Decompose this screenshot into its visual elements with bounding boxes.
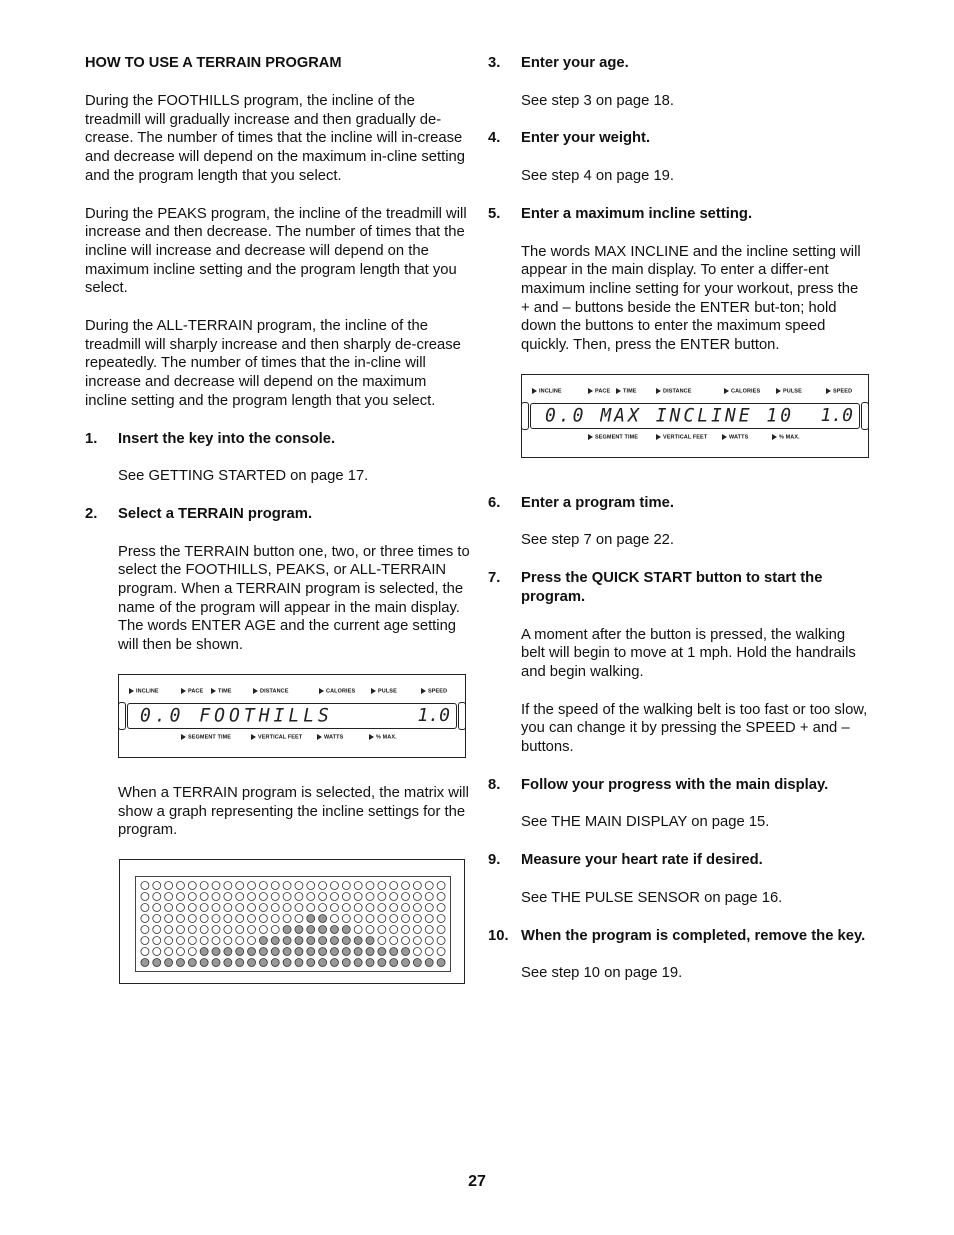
matrix-dot xyxy=(319,892,327,900)
matrix-dot-lit xyxy=(271,947,279,955)
matrix-dot xyxy=(354,881,362,889)
matrix-dot xyxy=(224,903,232,911)
matrix-dot xyxy=(141,914,149,922)
pace-label: PACE xyxy=(181,688,203,694)
pulse-label: PULSE xyxy=(371,688,397,694)
matrix-dot xyxy=(188,925,196,933)
display-bottom-labels xyxy=(522,434,868,444)
matrix-dot xyxy=(390,903,398,911)
matrix-dot-lit xyxy=(402,947,410,955)
step-8 xyxy=(488,776,868,795)
matrix-dot xyxy=(413,936,421,944)
matrix-dot-lit xyxy=(295,936,303,944)
matrix-dot xyxy=(259,903,267,911)
matrix-dot xyxy=(212,925,220,933)
matrix-dot xyxy=(295,914,303,922)
step-4-body: See step 4 on page 19. xyxy=(521,168,675,185)
matrix-dot xyxy=(413,947,421,955)
matrix-dot xyxy=(330,881,338,889)
matrix-dot xyxy=(259,892,267,900)
matrix-dot-lit xyxy=(354,936,362,944)
matrix-dot xyxy=(295,903,303,911)
matrix-dot-lit xyxy=(248,958,256,966)
matrix-dot-lit xyxy=(342,925,350,933)
matrix-dot-lit xyxy=(271,936,279,944)
step-title: Measure your heart rate if desired. xyxy=(521,852,763,869)
matrix-dot xyxy=(188,936,196,944)
matrix-dot xyxy=(378,936,386,944)
matrix-dot xyxy=(176,903,184,911)
matrix-dot xyxy=(248,914,256,922)
step-1-body: See GETTING STARTED on page 17. xyxy=(118,468,369,485)
matrix-dot-lit xyxy=(307,914,315,922)
matrix-dot-lit xyxy=(319,925,327,933)
matrix-dot xyxy=(437,881,445,889)
matrix-dot-lit xyxy=(330,925,338,933)
step-number: 6. xyxy=(488,494,501,511)
all-terrain-paragraph: During the ALL-TERRAIN program, the incline of the treadmill will sharply increase and then sharply de-crease repeatedly. The number of times that the in-cline will increase and decrease will depend on the maximum incline setting and the program length that you select. xyxy=(85,318,461,409)
matrix-dot xyxy=(165,925,173,933)
matrix-dot xyxy=(342,881,350,889)
step-4 xyxy=(488,129,868,148)
matrix-dot-lit xyxy=(224,958,232,966)
matrix-dot xyxy=(188,881,196,889)
matrix-dot xyxy=(366,925,374,933)
matrix-dot xyxy=(212,892,220,900)
step-6 xyxy=(488,494,868,513)
matrix-dot xyxy=(425,947,433,955)
matrix-dot-lit xyxy=(283,925,291,933)
matrix-dot-lit xyxy=(437,958,445,966)
matrix-dot-lit xyxy=(342,947,350,955)
matrix-dot xyxy=(271,925,279,933)
matrix-dot-lit xyxy=(330,936,338,944)
lcd-window xyxy=(530,403,860,429)
matrix-dot-lit xyxy=(165,958,173,966)
matrix-dot xyxy=(259,925,267,933)
matrix-dot xyxy=(212,881,220,889)
step-1 xyxy=(85,430,470,449)
step-8-body: See THE MAIN DISPLAY on page 15. xyxy=(521,814,770,831)
matrix-dot xyxy=(354,903,362,911)
matrix-dot-lit xyxy=(366,958,374,966)
matrix-dot xyxy=(212,914,220,922)
matrix-dot xyxy=(366,914,374,922)
matrix-dot-lit xyxy=(319,914,327,922)
step-title: Follow your progress with the main display. xyxy=(521,776,829,793)
matrix-dot xyxy=(153,947,161,955)
matrix-dot xyxy=(165,914,173,922)
matrix-dot xyxy=(354,925,362,933)
step-title: Enter a maximum incline setting. xyxy=(521,205,753,222)
matrix-dot-lit xyxy=(378,958,386,966)
matrix-dot-lit xyxy=(342,936,350,944)
step-10 xyxy=(488,927,868,946)
matrix-dot xyxy=(390,892,398,900)
matrix-dot xyxy=(425,881,433,889)
pace-label: PACE xyxy=(588,388,610,394)
display-top-labels xyxy=(119,688,465,698)
matrix-dot xyxy=(425,925,433,933)
matrix-dot xyxy=(236,914,244,922)
matrix-dot xyxy=(425,892,433,900)
matrix-dot-lit xyxy=(236,958,244,966)
matrix-dot xyxy=(437,903,445,911)
matrix-dot xyxy=(378,925,386,933)
matrix-dot-lit xyxy=(307,925,315,933)
speed-label: SPEED xyxy=(826,388,852,394)
matrix-dot xyxy=(224,881,232,889)
step-number: 5. xyxy=(488,205,501,222)
matrix-dot-lit xyxy=(378,947,386,955)
matrix-dot-lit xyxy=(200,958,208,966)
matrix-dot xyxy=(188,892,196,900)
step-5-body: The words MAX INCLINE and the incline setting will appear in the main display. To enter a differ-ent maximum incline setting for your workout, press the + and – buttons beside the ENTER but-ton; hold down the buttons to enter the maximum speed quickly. Then, press the ENTER button. xyxy=(521,243,861,354)
matrix-dot xyxy=(200,925,208,933)
matrix-dot xyxy=(437,936,445,944)
step-6-body: See step 7 on page 22. xyxy=(521,532,675,549)
matrix-dot xyxy=(224,936,232,944)
matrix-dot xyxy=(176,892,184,900)
matrix-dot xyxy=(295,892,303,900)
matrix-dot-lit xyxy=(354,958,362,966)
page-number: 27 xyxy=(468,1173,486,1190)
step-7-body: A moment after the button is pressed, the walking belt will begin to move at 1 mph. Hold the handrails and begin walking. xyxy=(521,626,856,680)
display-top-labels xyxy=(522,388,868,398)
matrix-dot xyxy=(188,947,196,955)
matrix-dot xyxy=(402,881,410,889)
max-incline-display-illustration xyxy=(521,374,869,458)
matrix-dot xyxy=(200,892,208,900)
matrix-dot-lit xyxy=(283,936,291,944)
matrix-dot xyxy=(413,925,421,933)
matrix-dot-lit xyxy=(354,947,362,955)
incline-label: INCLINE xyxy=(532,388,562,394)
matrix-dot xyxy=(402,892,410,900)
matrix-dot xyxy=(141,925,149,933)
matrix-dot xyxy=(236,925,244,933)
matrix-dot xyxy=(402,914,410,922)
right-column xyxy=(488,54,868,1002)
lcd-value: 1.0 xyxy=(820,404,853,426)
matrix-dot xyxy=(236,903,244,911)
matrix-dot xyxy=(283,903,291,911)
lcd-window xyxy=(127,703,457,729)
step-title: Enter your age. xyxy=(521,55,629,71)
matrix-dot xyxy=(390,936,398,944)
matrix-dot xyxy=(176,881,184,889)
matrix-dot xyxy=(236,881,244,889)
percent-max-label: % MAX. xyxy=(369,734,397,740)
matrix-dot xyxy=(437,947,445,955)
matrix-dot xyxy=(200,936,208,944)
matrix-dot xyxy=(212,903,220,911)
matrix-dot-lit xyxy=(319,947,327,955)
matrix-dot-lit xyxy=(330,958,338,966)
time-label: TIME xyxy=(616,388,637,394)
matrix-dot xyxy=(141,903,149,911)
display-bottom-labels xyxy=(119,734,465,744)
matrix-dot xyxy=(354,892,362,900)
left-column xyxy=(85,54,470,1004)
matrix-dot xyxy=(165,903,173,911)
matrix-dot xyxy=(283,892,291,900)
matrix-dot xyxy=(283,881,291,889)
peaks-paragraph: During the PEAKS program, the incline of the treadmill will increase and then decrease. The number of times that the incline will increase and decrease will depend on the maximum incline setting and the program length that you select. xyxy=(85,205,467,297)
matrix-dot-lit xyxy=(366,936,374,944)
matrix-dot xyxy=(224,892,232,900)
time-label: TIME xyxy=(211,688,232,694)
matrix-dot xyxy=(413,892,421,900)
step-title: Select a TERRAIN program. xyxy=(118,505,313,522)
step-10-body: See step 10 on page 19. xyxy=(521,965,683,982)
matrix-dot xyxy=(366,881,374,889)
matrix-dot xyxy=(425,903,433,911)
matrix-dot xyxy=(413,903,421,911)
speed-label: SPEED xyxy=(421,688,447,694)
matrix-dot-lit xyxy=(319,936,327,944)
step-2-body: Press the TERRAIN button one, two, or three times to select the FOOTHILLS, PEAKS, or ALL-TERRAIN program. When a TERRAIN program is selected, the name of the program will appear in the main display. The words ENTER AGE and the current age setting will then be shown. xyxy=(118,543,470,654)
pulse-label: PULSE xyxy=(776,388,802,394)
foothills-paragraph: During the FOOTHILLS program, the incline of the treadmill will gradually increase and then gradually de-crease. The number of times that the incline will in-crease and decrease will depend on the maximum in-cline setting and the program length that you select. xyxy=(85,93,465,184)
matrix-dot xyxy=(413,914,421,922)
lcd-value: 1.0 xyxy=(417,704,450,726)
matrix-dot xyxy=(141,936,149,944)
step-2 xyxy=(85,505,470,524)
matrix-dot xyxy=(330,892,338,900)
matrix-dot xyxy=(390,914,398,922)
matrix-dot-lit xyxy=(307,936,315,944)
step-7 xyxy=(488,569,868,606)
matrix-dot-lit xyxy=(248,947,256,955)
matrix-dot xyxy=(330,914,338,922)
matrix-dot xyxy=(165,892,173,900)
matrix-dot xyxy=(200,914,208,922)
step-number: 10. xyxy=(488,927,509,944)
matrix-dot xyxy=(236,936,244,944)
matrix-grid xyxy=(135,876,451,972)
matrix-dot-lit xyxy=(319,958,327,966)
percent-max-label: % MAX. xyxy=(772,434,800,440)
matrix-dot-lit xyxy=(259,936,267,944)
matrix-dot-lit xyxy=(402,958,410,966)
matrix-dots xyxy=(136,877,450,971)
vertical-feet-label: VERTICAL FEET xyxy=(251,734,302,740)
matrix-dot xyxy=(188,914,196,922)
step-title: Enter your weight. xyxy=(521,130,651,147)
segment-time-label: SEGMENT TIME xyxy=(181,734,231,740)
matrix-dot xyxy=(259,881,267,889)
matrix-dot xyxy=(248,925,256,933)
matrix-dot xyxy=(248,903,256,911)
matrix-dot xyxy=(437,892,445,900)
matrix-dot xyxy=(224,925,232,933)
matrix-dot xyxy=(153,903,161,911)
section-title: HOW TO USE A TERRAIN PROGRAM xyxy=(85,55,342,71)
step-9 xyxy=(488,851,868,870)
matrix-dot xyxy=(402,925,410,933)
matrix-dot xyxy=(378,892,386,900)
matrix-caption: When a TERRAIN program is selected, the matrix will show a graph representing the incline settings for the program. xyxy=(118,784,469,839)
step-number: 7. xyxy=(488,570,501,587)
matrix-dot-lit xyxy=(342,958,350,966)
segment-time-label: SEGMENT TIME xyxy=(588,434,638,440)
matrix-dot xyxy=(307,892,315,900)
matrix-dot-lit xyxy=(188,958,196,966)
matrix-dot xyxy=(354,914,362,922)
foothills-display-illustration xyxy=(118,674,466,758)
matrix-dot xyxy=(176,925,184,933)
matrix-dot xyxy=(236,892,244,900)
distance-label: DISTANCE xyxy=(656,388,692,394)
matrix-dot-lit xyxy=(390,958,398,966)
matrix-dot xyxy=(437,925,445,933)
matrix-dot xyxy=(153,892,161,900)
matrix-dot xyxy=(295,881,303,889)
matrix-dot xyxy=(248,892,256,900)
matrix-dot xyxy=(402,936,410,944)
matrix-dot xyxy=(425,936,433,944)
matrix-dot-lit xyxy=(390,947,398,955)
incline-label: INCLINE xyxy=(129,688,159,694)
step-number: 9. xyxy=(488,852,501,869)
matrix-dot xyxy=(200,881,208,889)
watts-label: WATTS xyxy=(722,434,748,440)
matrix-illustration xyxy=(119,859,465,984)
step-3 xyxy=(488,54,868,73)
step-3-body: See step 3 on page 18. xyxy=(521,92,675,109)
matrix-dot xyxy=(425,914,433,922)
matrix-dot xyxy=(153,925,161,933)
matrix-dot xyxy=(176,947,184,955)
lcd-text: 0.0 FOOTHILLS xyxy=(140,704,333,727)
matrix-dot-lit xyxy=(283,958,291,966)
matrix-dot-lit xyxy=(413,958,421,966)
matrix-dot-lit xyxy=(295,958,303,966)
calories-label: CALORIES xyxy=(319,688,355,694)
step-5 xyxy=(488,205,868,224)
matrix-dot xyxy=(176,914,184,922)
matrix-dot xyxy=(307,903,315,911)
matrix-dot xyxy=(330,903,338,911)
matrix-dot xyxy=(259,914,267,922)
matrix-dot xyxy=(390,925,398,933)
matrix-dot xyxy=(248,936,256,944)
lcd-text: 0.0 MAX INCLINE 10 xyxy=(545,404,795,427)
matrix-dot xyxy=(212,936,220,944)
matrix-dot-lit xyxy=(295,925,303,933)
matrix-dot xyxy=(307,881,315,889)
matrix-dot xyxy=(342,914,350,922)
step-number: 1. xyxy=(85,430,98,447)
matrix-dot xyxy=(200,903,208,911)
matrix-dot xyxy=(141,881,149,889)
step-title: Insert the key into the console. xyxy=(118,430,336,447)
matrix-dot-lit xyxy=(200,947,208,955)
matrix-dot-lit xyxy=(212,958,220,966)
matrix-dot xyxy=(176,936,184,944)
matrix-dot xyxy=(283,914,291,922)
matrix-dot xyxy=(366,903,374,911)
matrix-dot xyxy=(271,881,279,889)
watts-label: WATTS xyxy=(317,734,343,740)
matrix-dot-lit xyxy=(307,958,315,966)
matrix-dot xyxy=(271,914,279,922)
matrix-dot-lit xyxy=(259,947,267,955)
matrix-dot xyxy=(319,903,327,911)
step-number: 3. xyxy=(488,55,501,71)
matrix-dot-lit xyxy=(212,947,220,955)
matrix-dot xyxy=(248,881,256,889)
step-number: 8. xyxy=(488,776,501,793)
calories-label: CALORIES xyxy=(724,388,760,394)
matrix-dot-lit xyxy=(425,958,433,966)
distance-label: DISTANCE xyxy=(253,688,289,694)
matrix-dot-lit xyxy=(153,958,161,966)
matrix-dot-lit xyxy=(366,947,374,955)
matrix-dot-lit xyxy=(283,947,291,955)
matrix-dot xyxy=(378,881,386,889)
matrix-dot xyxy=(165,881,173,889)
matrix-dot-lit xyxy=(141,958,149,966)
matrix-dot xyxy=(165,947,173,955)
matrix-dot xyxy=(366,892,374,900)
matrix-dot xyxy=(378,903,386,911)
matrix-dot-lit xyxy=(176,958,184,966)
matrix-dot-lit xyxy=(259,958,267,966)
matrix-dot xyxy=(188,903,196,911)
step-number: 4. xyxy=(488,130,501,147)
matrix-dot xyxy=(224,914,232,922)
matrix-dot-lit xyxy=(330,947,338,955)
matrix-dot xyxy=(378,914,386,922)
matrix-dot xyxy=(141,892,149,900)
matrix-dot xyxy=(319,881,327,889)
matrix-dot xyxy=(153,914,161,922)
matrix-dot xyxy=(153,881,161,889)
matrix-dot-lit xyxy=(271,958,279,966)
matrix-dot xyxy=(413,881,421,889)
matrix-dot xyxy=(271,892,279,900)
step-title: Press the QUICK START button to start the program. xyxy=(521,570,823,605)
matrix-dot xyxy=(165,936,173,944)
matrix-dot xyxy=(402,903,410,911)
matrix-dot xyxy=(437,914,445,922)
matrix-dot-lit xyxy=(295,947,303,955)
matrix-dot xyxy=(271,903,279,911)
matrix-dot-lit xyxy=(236,947,244,955)
matrix-dot-lit xyxy=(224,947,232,955)
matrix-dot xyxy=(153,936,161,944)
matrix-dot xyxy=(342,892,350,900)
matrix-dot xyxy=(390,881,398,889)
step-9-body: See THE PULSE SENSOR on page 16. xyxy=(521,889,783,906)
step-7-body-2: If the speed of the walking belt is too fast or too slow, you can change it by pressing the SPEED + and – buttons. xyxy=(521,701,868,756)
step-title: Enter a program time. xyxy=(521,494,674,511)
matrix-dot xyxy=(342,903,350,911)
vertical-feet-label: VERTICAL FEET xyxy=(656,434,707,440)
matrix-dot xyxy=(141,947,149,955)
step-title: When the program is completed, remove the key. xyxy=(521,927,866,944)
matrix-dot-lit xyxy=(307,947,315,955)
step-number: 2. xyxy=(85,505,98,522)
